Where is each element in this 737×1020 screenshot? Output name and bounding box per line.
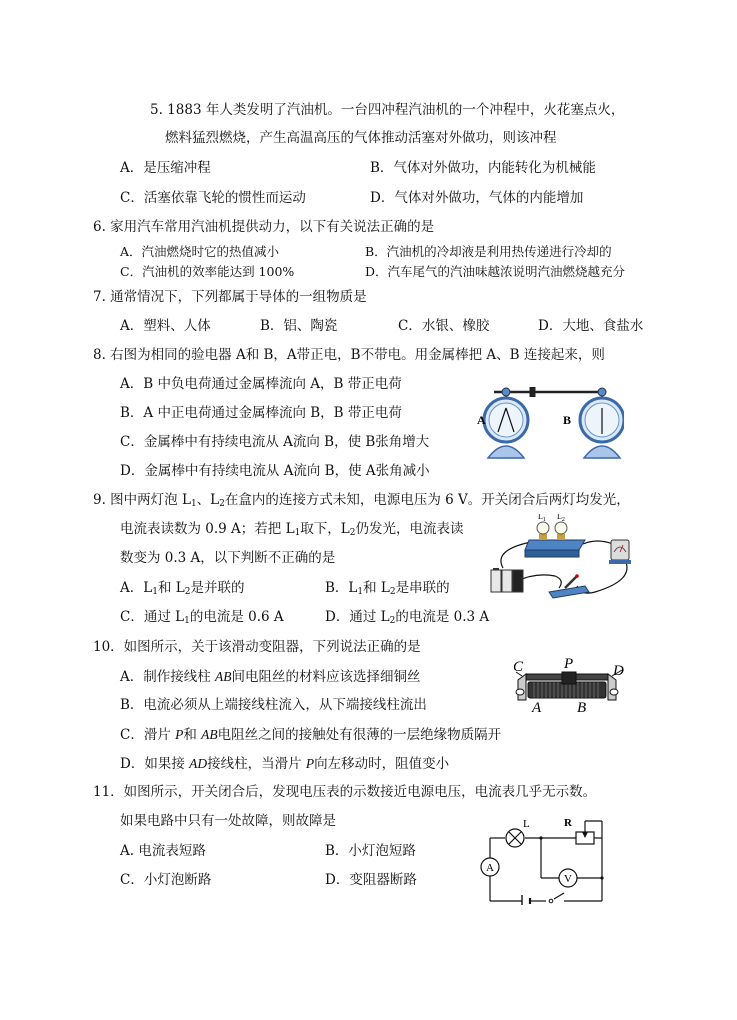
circuit-diagram <box>478 815 610 905</box>
bulb-l2-label: $L_2$ <box>557 514 565 523</box>
q6-option-c: C．汽油机的效率能达到 100% <box>120 264 295 279</box>
q6-stem: 6. 家用汽车常用汽油机提供动力，以下有关说法正确的是 <box>93 219 435 235</box>
q9-option-a: A．$L_1$和 $L_2$是并联的 <box>120 580 245 597</box>
rheostat-label-p: P <box>564 656 574 672</box>
circuit-label-l: L <box>523 818 530 830</box>
q9-line3: 数变为 0.3 A，以下判断不正确的是 <box>120 550 336 566</box>
rheostat-figure <box>508 654 632 714</box>
electroscope-b <box>580 396 624 458</box>
q10-option-a: A．制作接线柱 AB间电阻丝的材料应该选择细铜丝 <box>120 669 421 685</box>
q7-option-b: B．铝、陶瓷 <box>260 318 338 334</box>
bulb-l1-icon <box>537 522 549 534</box>
q10-option-c: C．滑片 P和 AB电阻丝之间的接触处有很薄的一层绝缘物质隔开 <box>120 727 502 743</box>
bulb-l1-label: $L_1$ <box>538 514 546 523</box>
rheostat-label-c: C <box>513 659 524 675</box>
q5-option-d: D．气体对外做功，气体的内能增加 <box>370 190 584 206</box>
electroscope-label-b: B <box>563 413 572 427</box>
q7-option-d: D．大地、食盐水 <box>538 318 644 334</box>
q9-option-c: C．通过 $L_1$的电流是 0.6 A <box>120 609 284 626</box>
q11-option-c: C．小灯泡断路 <box>120 872 212 888</box>
electroscope-label-a: A <box>477 413 486 427</box>
circuit-lamp-icon <box>506 829 524 847</box>
q5-option-c: C．活塞依靠飞轮的惯性而运动 <box>120 190 306 206</box>
q5-line1: 5. 1883 年人类发明了汽油机。一台四冲程汽油机的一个冲程中，火花塞点火， <box>150 102 625 118</box>
battery-icon <box>491 568 523 592</box>
q11-line2: 如果电路中只有一处故障，则故障是 <box>120 813 336 829</box>
q7-option-c: C．水银、橡胶 <box>398 318 490 334</box>
rheostat-label-a: A <box>532 700 542 714</box>
electroscope-a <box>484 396 528 458</box>
bulb-box <box>525 522 585 557</box>
q10-option-b: B．电流必须从上端接线柱流入，从下端接线柱流出 <box>120 697 427 713</box>
q7-option-a: A．塑料、人体 <box>120 318 211 334</box>
q5-option-b: B．气体对外做功，内能转化为机械能 <box>370 160 596 176</box>
q7-stem: 7. 通常情况下，下列都属于导体的一组物质是 <box>93 289 367 305</box>
q6-option-a: A．汽油燃烧时它的热值减小 <box>120 244 280 259</box>
q8-option-c: C．金属棒中有持续电流从 A流向 B，使 B张角增大 <box>120 434 430 450</box>
electroscope-figure <box>474 378 624 462</box>
rheostat-slider <box>562 672 576 684</box>
bulbs-circuit-figure <box>485 514 635 604</box>
q11-option-d: D．变阻器断路 <box>325 872 417 888</box>
rheostat-label-b: B <box>577 700 587 714</box>
q6-option-d: D．汽车尾气的汽油味越浓说明汽油燃烧越充分 <box>365 264 626 279</box>
q11-line1: 11．如图所示，开关闭合后，发现电压表的示数接近电源电压，电流表几乎无示数。 <box>93 784 597 800</box>
q10-option-d: D．如果接 AD接线柱，当滑片 P向左移动时，阻值变小 <box>120 756 450 772</box>
q8-stem: 8. 右图为相同的验电器 A和 B，A带正电，B不带电。用金属棒把 A、B 连接起来，则 <box>93 347 605 363</box>
q11-option-a: A. 电流表短路 <box>120 843 206 859</box>
q11-option-b: B．小灯泡短路 <box>325 843 416 859</box>
q8-option-d: D．金属棒中有持续电流从 A流向 B，使 A张角减小 <box>120 463 430 479</box>
q8-option-a: A．B 中负电荷通过金属棒流向 A，B 带正电荷 <box>120 376 402 392</box>
q10-stem: 10．如图所示，关于该滑动变阻器，下列说法正确的是 <box>93 639 421 655</box>
rheostat-label-d: D <box>613 663 624 679</box>
q9-line1: 9. 图中两灯泡 $L_1$、$L_2$在盒内的连接方式未知，电源电压为 6 V。开关闭合后两灯均发光， <box>93 492 630 509</box>
q5-line2: 燃料猛烈燃烧，产生高温高压的气体推动活塞对外做功，则该冲程 <box>165 130 557 146</box>
q9-line2: 电流表读数为 0.9 A；若把 $L_1$取下，$L_2$仍发光，电流表读 <box>120 521 464 538</box>
bulb-l2-icon <box>555 522 567 534</box>
circuit-label-r: R <box>564 817 572 829</box>
q5-option-a: A．是压缩冲程 <box>120 160 211 176</box>
circuit-label-a: A <box>486 862 494 874</box>
q6-option-b: B．汽油机的冷却液是利用热传递进行冷却的 <box>365 244 612 259</box>
q8-option-b: B．A 中正电荷通过金属棒流向 B，B 带正电荷 <box>120 405 402 421</box>
circuit-switch-icon <box>549 899 553 903</box>
circuit-label-v: V <box>564 873 572 885</box>
q9-option-b: B．$L_1$和 $L_2$是串联的 <box>325 580 450 597</box>
switch-icon <box>549 574 589 598</box>
circuit-battery-icon <box>522 895 530 905</box>
q9-option-d: D．通过 $L_2$的电流是 0.3 A <box>325 609 490 626</box>
ammeter-icon <box>609 540 631 564</box>
